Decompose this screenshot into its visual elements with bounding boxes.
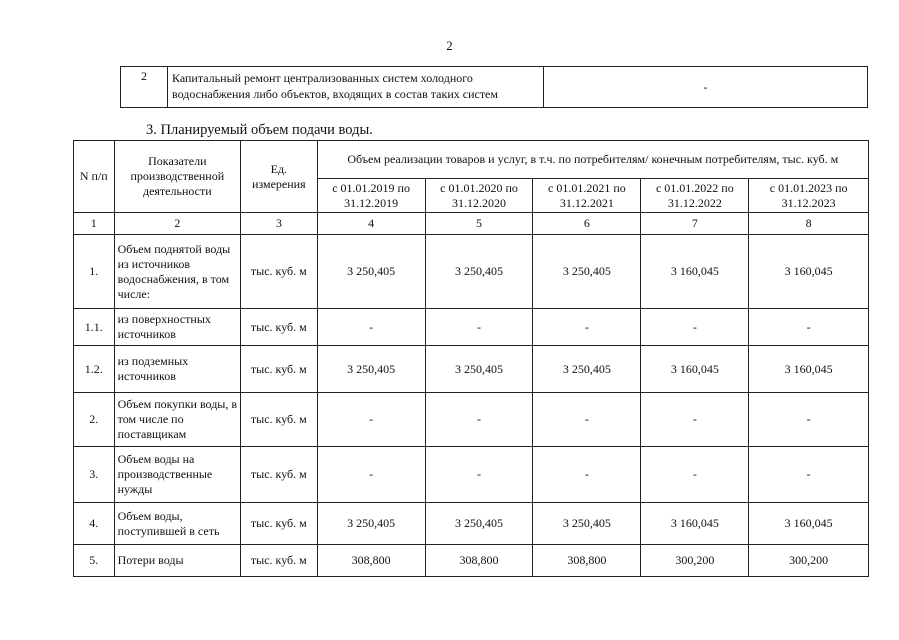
row-value: 3 250,405: [317, 235, 425, 309]
column-number-row: [74, 213, 869, 235]
table-row: [74, 447, 869, 503]
row-unit: тыс. куб. м: [241, 545, 318, 577]
table-row: [74, 503, 869, 545]
column-number: 1: [74, 213, 115, 235]
row-number: 2: [121, 67, 168, 108]
row-number: 3.: [74, 447, 115, 503]
row-number: 2.: [74, 393, 115, 447]
row-value: 3 250,405: [425, 346, 533, 393]
header-period: с 01.01.2022 по 31.12.2022: [641, 179, 749, 213]
row-unit: тыс. куб. м: [241, 503, 318, 545]
row-number: 1.1.: [74, 309, 115, 346]
column-number: 7: [641, 213, 749, 235]
row-value: 300,200: [749, 545, 869, 577]
row-unit: тыс. куб. м: [241, 235, 318, 309]
column-number: 5: [425, 213, 533, 235]
row-value: -: [425, 447, 533, 503]
column-number: 6: [533, 213, 641, 235]
water-supply-table: [73, 140, 869, 577]
row-value: 308,800: [425, 545, 533, 577]
column-number: 3: [241, 213, 318, 235]
row-value: -: [749, 309, 869, 346]
row-unit: тыс. куб. м: [241, 309, 318, 346]
header-num: N п/п: [74, 141, 115, 213]
header-row-1: [74, 141, 869, 179]
row-value: 3 250,405: [533, 503, 641, 545]
header-group: Объем реализации товаров и услуг, в т.ч. по потребителям/ конечным потребителям, тыс. куб. м: [317, 141, 868, 179]
row-value: 300,200: [641, 545, 749, 577]
row-value: -: [641, 309, 749, 346]
table-row: [74, 309, 869, 346]
header-period: с 01.01.2021 по 31.12.2021: [533, 179, 641, 213]
row-value: -: [641, 447, 749, 503]
row-value: -: [425, 393, 533, 447]
column-number: 2: [114, 213, 240, 235]
row-value: 3 160,045: [641, 346, 749, 393]
header-period: с 01.01.2020 по 31.12.2020: [425, 179, 533, 213]
row-value: 3 160,045: [749, 346, 869, 393]
row-value: -: [749, 393, 869, 447]
row-indicator: Потери воды: [114, 545, 240, 577]
header-period: с 01.01.2019 по 31.12.2019: [317, 179, 425, 213]
row-indicator: из поверхностных источников: [114, 309, 240, 346]
section-title: 3. Планируемый объем подачи воды.: [146, 122, 373, 138]
row-unit: тыс. куб. м: [241, 447, 318, 503]
table-row: [74, 346, 869, 393]
row-indicator: Объем воды, поступившей в сеть: [114, 503, 240, 545]
row-value: 3 250,405: [533, 235, 641, 309]
row-value: -: [533, 447, 641, 503]
row-value: 3 250,405: [317, 346, 425, 393]
row-unit: тыс. куб. м: [241, 346, 318, 393]
row-indicator: Объем поднятой воды из источников водоснабжения, в том числе:: [114, 235, 240, 309]
table-row: [121, 67, 868, 108]
row-indicator: из подземных источников: [114, 346, 240, 393]
row-unit: тыс. куб. м: [241, 393, 318, 447]
row-value: 3 250,405: [533, 346, 641, 393]
row-description: Капитальный ремонт централизованных систем холодного водоснабжения либо объектов, входящих в состав таких систем: [168, 67, 544, 108]
row-value: -: [749, 447, 869, 503]
row-value: -: [317, 393, 425, 447]
row-number: 4.: [74, 503, 115, 545]
capital-repair-table: [120, 66, 868, 108]
row-value: -: [317, 309, 425, 346]
row-value: -: [317, 447, 425, 503]
row-value: 308,800: [317, 545, 425, 577]
row-value: -: [533, 309, 641, 346]
table-row: [74, 545, 869, 577]
header-period: с 01.01.2023 по 31.12.2023: [749, 179, 869, 213]
row-value: 3 250,405: [425, 235, 533, 309]
row-value: 3 250,405: [425, 503, 533, 545]
row-value: 3 160,045: [641, 235, 749, 309]
row-indicator: Объем покупки воды, в том числе по поставщикам: [114, 393, 240, 447]
row-value: 3 250,405: [317, 503, 425, 545]
row-value: 3 160,045: [749, 235, 869, 309]
table-row: [74, 235, 869, 309]
row-value: -: [641, 393, 749, 447]
row-value: -: [544, 67, 868, 108]
header-indicator: Показатели производственной деятельности: [114, 141, 240, 213]
row-number: 1.2.: [74, 346, 115, 393]
header-unit: Ед. измерения: [241, 141, 318, 213]
column-number: 4: [317, 213, 425, 235]
table-row: [74, 393, 869, 447]
row-number: 5.: [74, 545, 115, 577]
row-value: 3 160,045: [749, 503, 869, 545]
row-value: 308,800: [533, 545, 641, 577]
page-number: 2: [446, 38, 453, 53]
row-number: 1.: [74, 235, 115, 309]
row-value: -: [425, 309, 533, 346]
column-number: 8: [749, 213, 869, 235]
row-value: -: [533, 393, 641, 447]
row-value: 3 160,045: [641, 503, 749, 545]
row-indicator: Объем воды на производственные нужды: [114, 447, 240, 503]
